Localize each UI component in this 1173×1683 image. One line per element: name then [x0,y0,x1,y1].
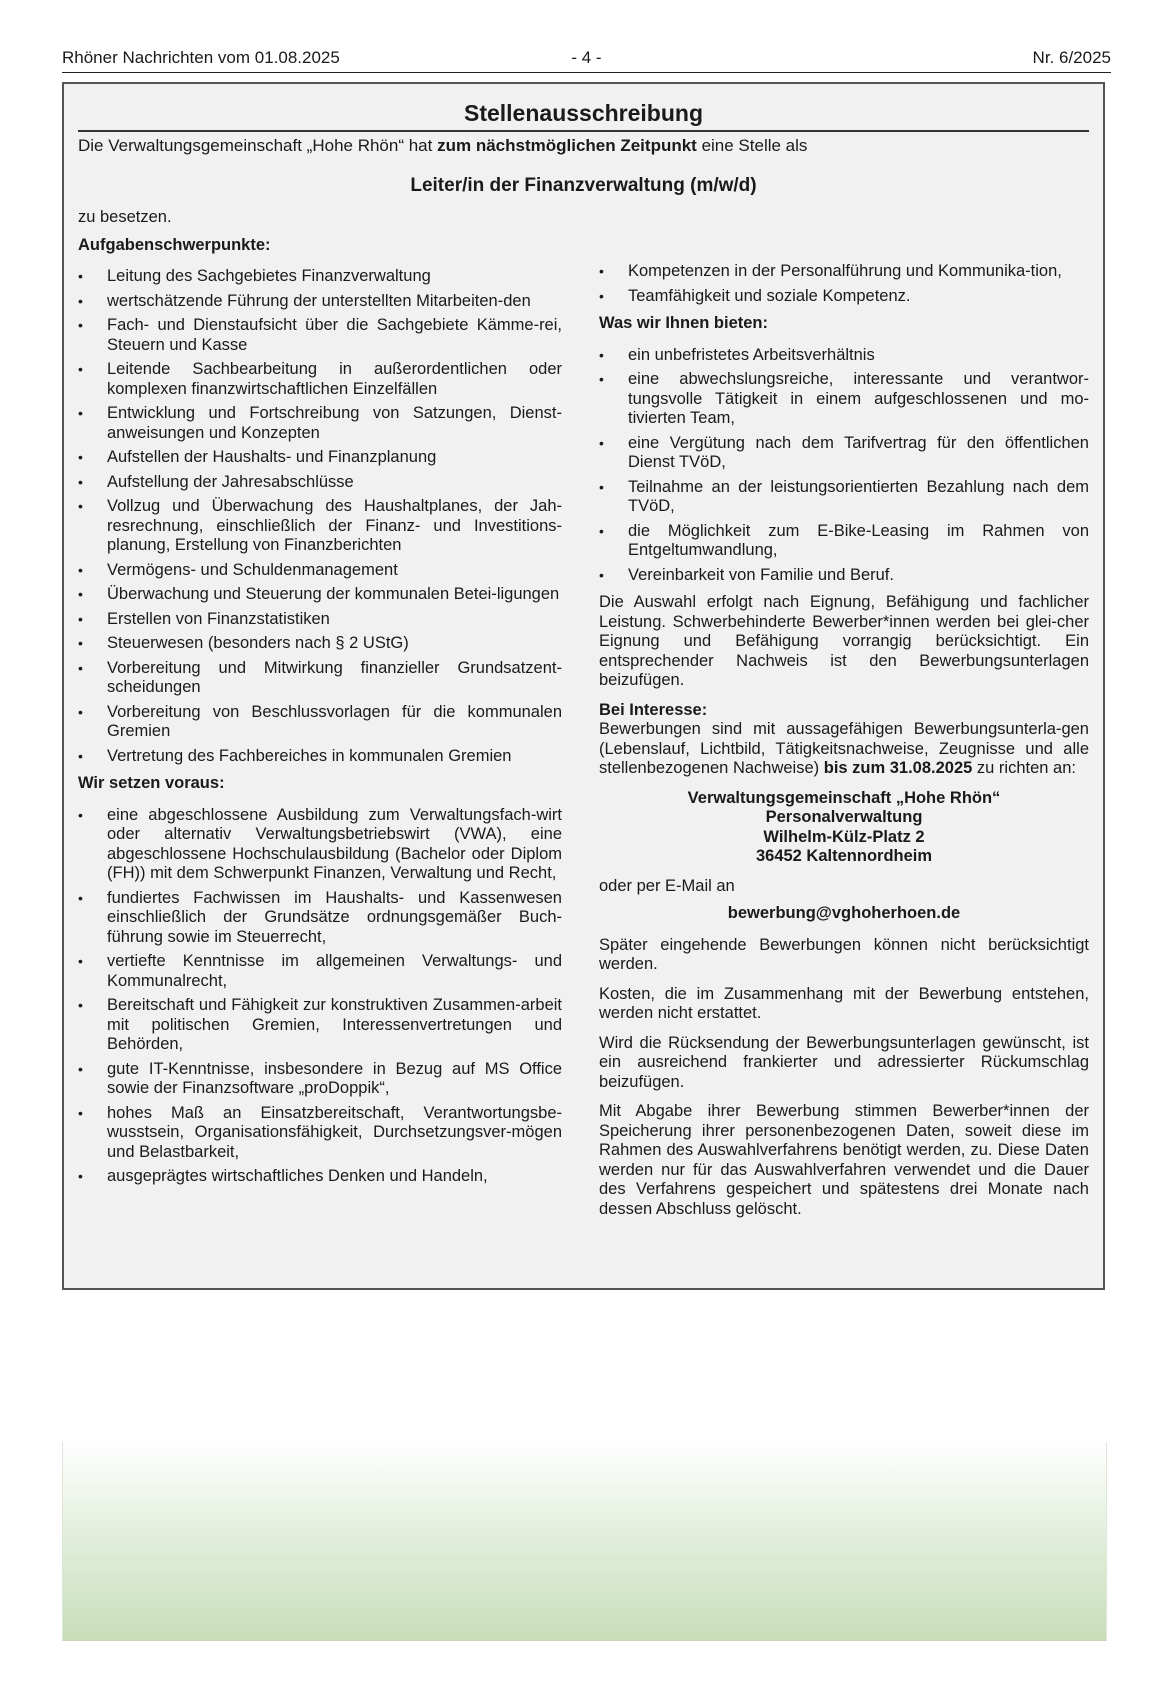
list-item: • wertschätzende Führung der unterstellten Mitarbeiten-den [78,292,562,312]
email-address: bewerbung@vghoherhoen.de [727,904,961,922]
list-item: • Steuerwesen (besonders nach § 2 UStG) [78,634,562,654]
list-item: • vertiefte Kenntnisse im allgemeinen Verwaltungs- und Kommunalrecht, [78,952,562,991]
issue-number: Nr. 6/2025 [1032,48,1111,67]
decorative-footer-gradient [62,1442,1107,1641]
list-item: • eine abgeschlossene Ausbildung zum Verwaltungsfach-wirt oder alternativ Verwaltungsbetriebswirt (VWA), eine abgeschlossene Hochschulausbildung (Bachelor oder Diplom (FH)) mit dem Schwerpunkt Finanzen, Verwaltung und Recht, [78,806,562,884]
list-item: • die Möglichkeit zum E-Bike-Leasing im Rahmen von Entgeltumwandlung, [599,522,1089,561]
page-number: - 4 - [571,48,602,67]
position-title: Leiter/in der Finanzverwaltung (m/w/d) [410,175,757,196]
list-item: • Vollzug und Überwachung des Haushaltplanes, der Jah-resrechnung, einschließlich der Finanz- und Investitions-planung, Erstellung von Finanzberichten [78,497,562,556]
postal-address [599,789,1089,867]
return-paragraph: Wird die Rücksendung der Bewerbungsunterlagen gewünscht, ist ein ausreichend frankierter und adressierter Rückumschlag beizufügen. [599,1033,1089,1091]
interest-paragraph: Bei Interesse: Bewerbungen sind mit aussagefähigen Bewerbungsunterla-gen (Lebenslauf, Lichtbild, Tätigkeitsnachweise, Zeugnisse und alle stellenbezogenen Nachweise) bis zum 31.08.2025 zu richten an: [599,700,1089,777]
list-item: • Leitung des Sachgebietes Finanzverwaltung [78,267,562,287]
list-item: • Überwachung und Steuerung der kommunalen Betei-ligungen [78,585,562,605]
selection-paragraph: Die Auswahl erfolgt nach Eignung, Befähigung und fachlicher Leistung. Schwerbehinderte Bewerber*innen werden bei glei-cher Eignung und Befähigung vorrangig berücksichtigt. Ein entsprechender Nachweis ist den Bewerbungsunterlagen beizufügen. [599,593,1089,689]
list-item: • gute IT-Kenntnisse, insbesondere in Bezug auf MS Office sowie der Finanzsoftware „proDoppik“, [78,1060,562,1099]
list-item: • Aufstellung der Jahresabschlüsse [78,473,562,493]
list-item: • Aufstellen der Haushalts- und Finanzplanung [78,448,562,468]
list-item: • Vermögens- und Schuldenmanagement [78,561,562,581]
list-item: • ein unbefristetes Arbeitsverhältnis [599,346,1089,366]
ad-title: Stellenausschreibung [78,98,1089,132]
list-item: • eine Vergütung nach dem Tarifvertrag für den öffentlichen Dienst TVöD, [599,434,1089,473]
intro-text: Die Verwaltungsgemeinschaft „Hohe Rhön“ hat zum nächstmöglichen Zeitpunkt eine Stelle als [78,136,808,155]
email-intro: oder per E-Mail an [599,876,735,895]
list-item: • Teilnahme an der leistungsorientierten Bezahlung nach dem TVöD, [599,478,1089,517]
page-header [62,48,1111,73]
costs-paragraph: Kosten, die im Zusammenhang mit der Bewerbung entstehen, werden nicht erstattet. [599,984,1089,1022]
address-line: Personalverwaltung [765,808,923,826]
list-item: • eine abwechslungsreiche, interessante und verantwor-tungsvolle Tätigkeit in einem aufgeschlossenen und mo-tivierten Team, [599,370,1089,429]
offer-heading: Was wir Ihnen bieten: [599,314,768,332]
list-item: • Vorbereitung und Mitwirkung finanzieller Grundsatzent-scheidungen [78,659,562,698]
list-item: • Vertretung des Fachbereiches in kommunalen Gremien [78,747,562,767]
deadline: bis zum 31.08.2025 [823,759,973,777]
requirements-list-continued [599,262,1089,306]
list-item: • Leitende Sachbearbeitung in außerordentlichen oder komplexen finanzwirtschaftlichen Einzelfällen [78,360,562,399]
to-fill-text: zu besetzen. [78,208,172,226]
list-item: • Vereinbarkeit von Familie und Beruf. [599,566,1089,586]
offer-list [599,346,1089,586]
late-applications-paragraph: Später eingehende Bewerbungen können nicht berücksichtigt werden. [599,935,1089,973]
requirements-heading: Wir setzen voraus: [78,774,225,792]
right-column [599,262,1089,1229]
interest-heading: Bei Interesse: [599,700,708,719]
address-line: 36452 Kaltennordheim [755,847,933,865]
left-column [78,208,562,1195]
intro-emphasis: zum nächstmöglichen Zeitpunkt [437,136,697,155]
list-item: • Bereitschaft und Fähigkeit zur konstruktiven Zusammen-arbeit mit politischen Gremien, Interessenvertretungen und Behörden, [78,996,562,1055]
tasks-heading: Aufgabenschwerpunkte: [78,235,271,254]
list-item: • ausgeprägtes wirtschaftliches Denken und Handeln, [78,1167,562,1187]
list-item: • hohes Maß an Einsatzbereitschaft, Verantwortungsbe-wusstsein, Organisationsfähigkeit, Durchsetzungsver-mögen und Belastbarkeit, [78,1104,562,1163]
list-item: • Teamfähigkeit und soziale Kompetenz. [599,287,1089,307]
list-item: • Erstellen von Finanzstatistiken [78,610,562,630]
address-line: Verwaltungsgemeinschaft „Hohe Rhön“ [687,788,1001,807]
list-item: • Vorbereitung von Beschlussvorlagen für die kommunalen Gremien [78,703,562,742]
job-advertisement-box [62,82,1105,1290]
list-item: • Entwicklung und Fortschreibung von Satzungen, Dienst-anweisungen und Konzepten [78,404,562,443]
list-item: • fundiertes Fachwissen im Haushalts- und Kassenwesen einschließlich der Grundsätze ordnungsgemäßer Buch-führung sowie im Steuerrecht, [78,889,562,948]
list-item: • Fach- und Dienstaufsicht über die Sachgebiete Kämme-rei, Steuern und Kasse [78,316,562,355]
requirements-list [78,806,562,1187]
list-item: • Kompetenzen in der Personalführung und Kommunika-tion, [599,262,1089,282]
address-line: Wilhelm-Külz-Platz 2 [763,827,925,846]
newspaper-title: Rhöner Nachrichten vom 01.08.2025 [62,48,340,67]
tasks-list [78,267,562,766]
privacy-paragraph: Mit Abgabe ihrer Bewerbung stimmen Bewerber*innen der Speicherung ihrer personenbezogenen Daten, soweit diese im Rahmen des Auswahlverfahrens benötigt werden, zu. Diese Daten werden nur für das Auswahlverfahren verwendet und die Dauer des Verfahrens gespeichert und spätestens drei Monate nach dessen Abschluss gelöscht. [599,1102,1089,1218]
